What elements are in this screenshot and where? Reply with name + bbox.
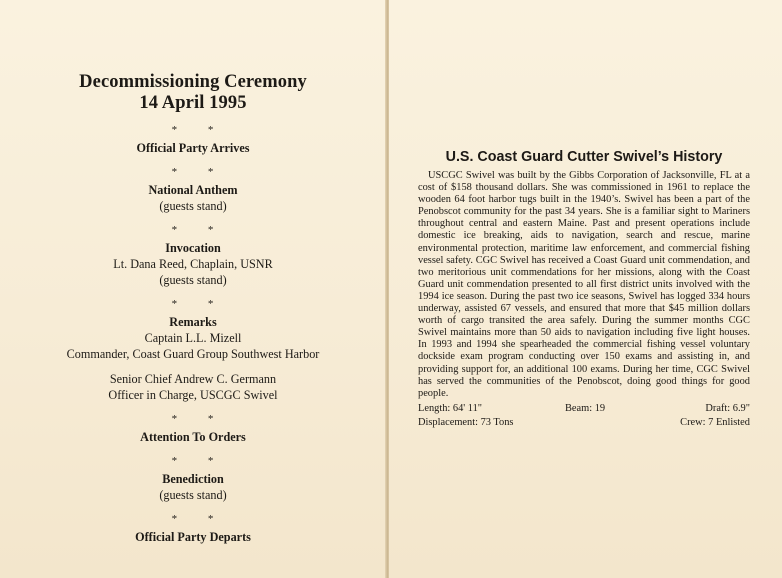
separator: * * <box>171 224 215 236</box>
separator: * * <box>171 413 215 425</box>
item-official-party-arrives: Official Party Arrives <box>136 141 250 155</box>
separator: * * <box>171 455 215 467</box>
spec-crew: Crew: 7 Enlisted <box>680 417 750 428</box>
spec-beam: Beam: 19 <box>565 403 606 414</box>
item-attention-to-orders: Attention To Orders <box>140 430 246 444</box>
item-role: Commander, Coast Guard Group Southwest Harbor <box>66 347 320 361</box>
specs-row <box>418 402 750 416</box>
item-person: Lt. Dana Reed, Chaplain, USNR <box>113 257 273 271</box>
program-title <box>0 72 386 114</box>
separator: * * <box>171 298 215 310</box>
spec-length: Length: 64' 11" <box>418 403 483 414</box>
left-page <box>0 0 386 578</box>
item-benediction: Benediction <box>162 472 224 486</box>
item-official-party-departs: Official Party Departs <box>135 530 251 544</box>
item-note: (guests stand) <box>159 199 227 213</box>
history-paragraph: USCGC Swivel was built by the Gibbs Corporation of Jacksonville, FL at a cost of $158 thousand dollars. She was commissioned in 1961 to replace the wooden 64 foot harbor tugs built in the 1940’s. Swivel has been a part of the Penobscot community for the past 34 years. She is a familiar sight to Mariners throughout central and eastern Maine. Past and present operations include domestic ice breaking, aids to navigation, search and rescue, marine environmental protection, maritime law enforcement, and commercial fishing vessel safety. CGC Swivel has received a Coast Guard unit commendation, and two meritorious unit commendations for her missions, along with the Coast Guard unit commendation presented to all first district units involved with the 1994 ice season. During the past two ice seasons, Swivel has logged 334 hours underway, assisted 67 vessels, and ensured that more that $45 million dollars worth of cargo transited the area safely. During the summer months CGC Swivel maintains more than 50 aids to navigation including five light houses. In 1993 and 1994 she spearheaded the commercial fishing vessel voluntary dockside exam program conducting over 150 exams and assisting in, and providing support for, an additional 100 exams. During her time, CGC Swivel has served the communities of the Penobscot, doing good things for good people. <box>418 170 750 399</box>
spacer <box>0 362 386 371</box>
separator: * * <box>171 166 215 178</box>
item-role: Officer in Charge, USCGC Swivel <box>108 388 278 402</box>
item-national-anthem: National Anthem <box>148 183 238 197</box>
history-section <box>418 148 750 400</box>
separator: * * <box>171 513 215 525</box>
ceremony-program <box>0 72 386 545</box>
specs-row <box>418 416 750 430</box>
item-person: Senior Chief Andrew C. Germann <box>109 372 277 386</box>
vessel-specs <box>418 402 750 430</box>
item-remarks: Remarks <box>169 315 217 329</box>
item-note: (guests stand) <box>159 488 227 502</box>
spec-displacement: Displacement: 73 Tons <box>418 417 514 428</box>
spec-draft: Draft: 6.9" <box>705 403 750 414</box>
program-title-line1: Decommissioning Ceremony <box>79 72 307 92</box>
item-note: (guests stand) <box>159 273 227 287</box>
history-title: U.S. Coast Guard Cutter Swivel’s History <box>445 149 723 165</box>
item-invocation: Invocation <box>165 241 221 255</box>
item-person: Captain L.L. Mizell <box>144 331 242 345</box>
separator: * * <box>171 124 215 136</box>
program-date: 14 April 1995 <box>139 93 247 113</box>
